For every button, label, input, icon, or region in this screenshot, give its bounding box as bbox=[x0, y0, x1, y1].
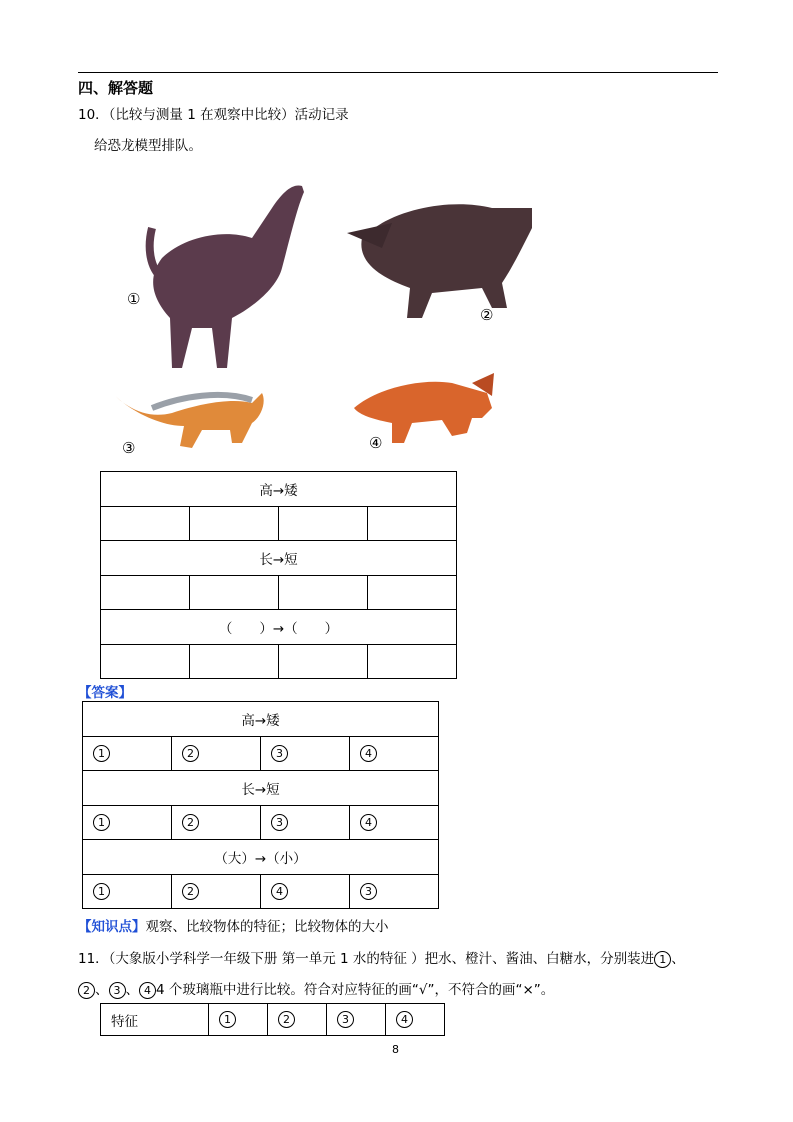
blank-cell[interactable] bbox=[101, 645, 190, 679]
blank-cell[interactable] bbox=[101, 507, 190, 541]
dinosaur-label-3: ③ bbox=[122, 439, 136, 457]
blank-cell[interactable] bbox=[101, 576, 190, 610]
circled-number: 4 bbox=[271, 883, 288, 900]
circled-number: 2 bbox=[182, 814, 199, 831]
answer-row-big-small: （大）→（小） bbox=[83, 840, 439, 875]
knowledge-point bbox=[78, 915, 389, 935]
blank-cell[interactable] bbox=[279, 645, 368, 679]
top-rule bbox=[78, 72, 718, 73]
circled-number: 1 bbox=[654, 951, 671, 968]
circled-number: 1 bbox=[93, 745, 110, 762]
circled-number: 4 bbox=[396, 1011, 413, 1028]
circled-number: 3 bbox=[271, 814, 288, 831]
circled-number: 3 bbox=[109, 982, 126, 999]
blank-row-custom: （ ）→（ ） bbox=[101, 610, 457, 645]
circled-number: 4 bbox=[360, 814, 377, 831]
knowledge-tag: 【知识点】 bbox=[78, 919, 146, 935]
dinosaur-label-1: ① bbox=[127, 290, 141, 308]
circled-number: 3 bbox=[271, 745, 288, 762]
bottle-col bbox=[209, 1004, 268, 1036]
circled-number: 2 bbox=[278, 1011, 295, 1028]
answer-cell bbox=[261, 875, 350, 909]
answer-cell bbox=[172, 875, 261, 909]
circled-number: 1 bbox=[93, 814, 110, 831]
bottle-col bbox=[327, 1004, 386, 1036]
answer-cell bbox=[350, 875, 439, 909]
blank-cell[interactable] bbox=[279, 576, 368, 610]
question-10-instruction: 给恐龙模型排队。 bbox=[94, 138, 202, 154]
answer-tag: 【答案】 bbox=[78, 685, 132, 701]
question-10-answer-table bbox=[82, 701, 439, 909]
blank-row-long-short: 长→短 bbox=[101, 541, 457, 576]
knowledge-text: 观察、比较物体的特征；比较物体的大小 bbox=[145, 919, 389, 935]
blank-cell[interactable] bbox=[279, 507, 368, 541]
answer-cell bbox=[83, 806, 172, 840]
answer-cell bbox=[261, 737, 350, 771]
blank-cell[interactable] bbox=[190, 507, 279, 541]
circled-number: 2 bbox=[78, 982, 95, 999]
blank-row-tall-short: 高→矮 bbox=[101, 472, 457, 507]
answer-row-tall-short: 高→矮 bbox=[83, 702, 439, 737]
answer-cell bbox=[172, 806, 261, 840]
circled-number: 1 bbox=[219, 1011, 236, 1028]
blank-cell[interactable] bbox=[368, 645, 457, 679]
question-11-prompt: 11．（大象版小学科学一年级下册 第一单元 1 水的特征 ）把水、橙汁、酱油、白糖水，分别装进 bbox=[78, 951, 655, 967]
answer-cell bbox=[83, 875, 172, 909]
answer-cell bbox=[83, 737, 172, 771]
circled-number: 2 bbox=[182, 883, 199, 900]
question-11-line-1: 11．（大象版小学科学一年级下册 第一单元 1 水的特征 ）把水、橙汁、酱油、白糖水，分别装进 1 、 bbox=[78, 951, 685, 967]
bottle-col bbox=[386, 1004, 445, 1036]
circled-number: 2 bbox=[182, 745, 199, 762]
dinosaur-label-4: ④ bbox=[369, 434, 383, 452]
answer-cell bbox=[350, 806, 439, 840]
blank-cell[interactable] bbox=[190, 576, 279, 610]
question-10-prompt: 10．（比较与测量 1 在观察中比较）活动记录 bbox=[78, 107, 349, 123]
answer-cell bbox=[350, 737, 439, 771]
question-11-table bbox=[100, 1003, 445, 1036]
answer-cell bbox=[261, 806, 350, 840]
blank-cell[interactable] bbox=[368, 507, 457, 541]
page-number: 8 bbox=[392, 1043, 399, 1056]
question-10-blank-table bbox=[100, 471, 457, 679]
feature-header: 特征 bbox=[101, 1004, 209, 1036]
circled-number: 3 bbox=[337, 1011, 354, 1028]
circled-number: 3 bbox=[360, 883, 377, 900]
section-title: 四、解答题 bbox=[78, 79, 154, 97]
dinosaur-label-2: ② bbox=[480, 306, 494, 324]
circled-number: 4 bbox=[360, 745, 377, 762]
dinosaur-photo bbox=[92, 168, 532, 464]
question-11-line-2: 2 、 3 、 4 4 个玻璃瓶中进行比较。符合对应特征的画“√”，不符合的画“×”。 bbox=[78, 978, 554, 999]
answer-cell bbox=[172, 737, 261, 771]
answer-row-long-short: 长→短 bbox=[83, 771, 439, 806]
circled-number: 1 bbox=[93, 883, 110, 900]
bottle-col bbox=[268, 1004, 327, 1036]
circled-number: 4 bbox=[139, 982, 156, 999]
blank-cell[interactable] bbox=[190, 645, 279, 679]
question-11-prompt-cont: 4 个玻璃瓶中进行比较。符合对应特征的画“√”，不符合的画“×”。 bbox=[156, 982, 555, 998]
blank-cell[interactable] bbox=[368, 576, 457, 610]
